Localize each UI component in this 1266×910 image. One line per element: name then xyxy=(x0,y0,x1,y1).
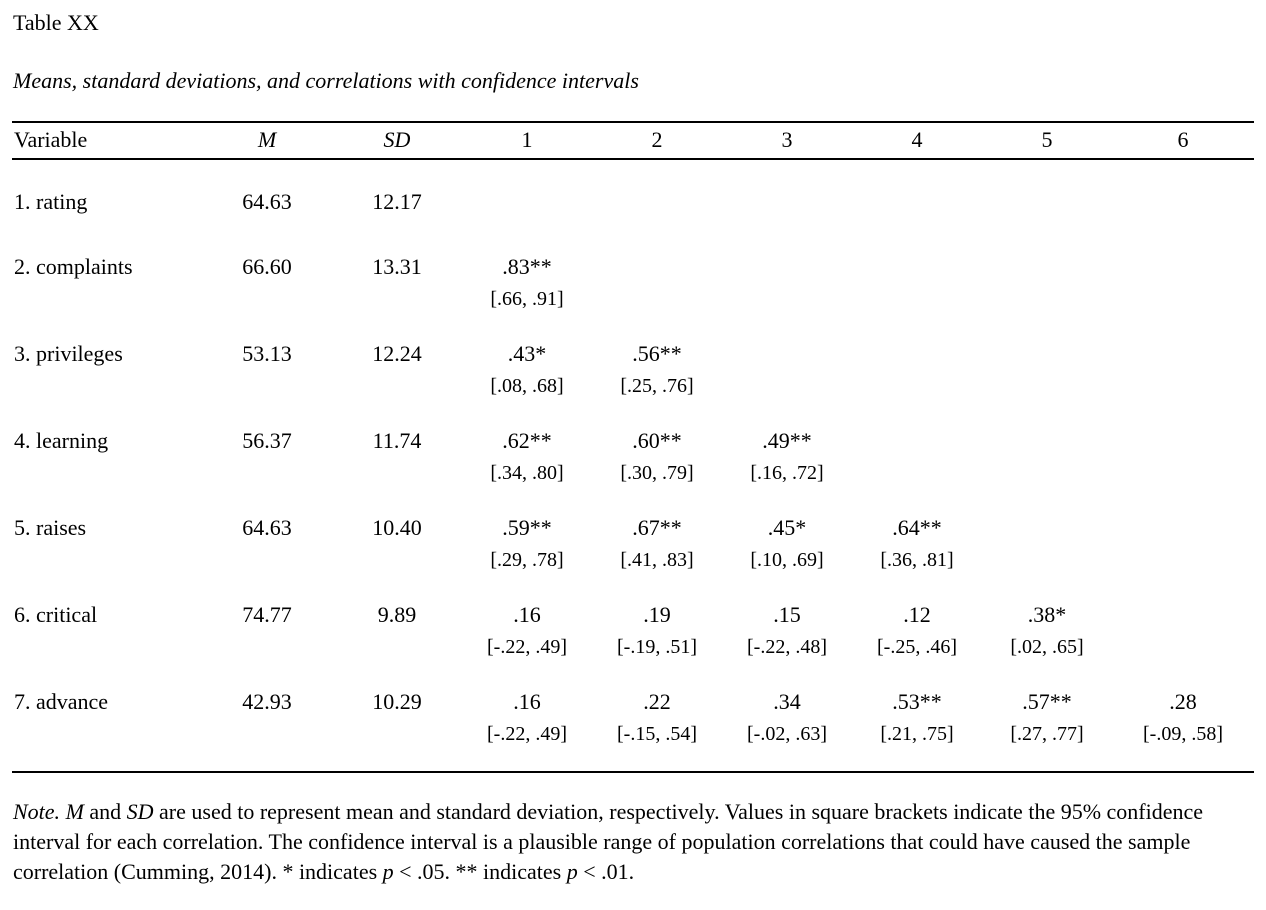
mean-value: 64.63 xyxy=(242,189,292,214)
correlation-cell xyxy=(592,312,722,399)
confidence-interval: [.02, .65] xyxy=(1010,636,1084,658)
correlation-cell-empty xyxy=(1112,573,1254,660)
table-number-label: Table XX xyxy=(13,10,99,35)
correlation-cell-empty xyxy=(852,399,982,486)
note-text: < .05. ** indicates xyxy=(393,859,567,884)
header-col-6: 6 xyxy=(1112,122,1254,159)
correlation-cell xyxy=(982,660,1112,772)
table-note xyxy=(13,797,1259,887)
confidence-interval: [-.19, .51] xyxy=(617,636,697,658)
correlation-cell-empty xyxy=(462,159,592,225)
confidence-interval: [.10, .69] xyxy=(750,549,824,571)
correlation-value: .49** xyxy=(762,428,812,453)
correlation-cell-empty xyxy=(722,225,852,312)
header-row xyxy=(12,122,1254,159)
confidence-interval: [-.22, .49] xyxy=(487,723,567,745)
mean-value: 56.37 xyxy=(242,428,292,453)
sd-value: 11.74 xyxy=(372,428,422,453)
correlation-cell xyxy=(1112,660,1254,772)
mean-value: 66.60 xyxy=(242,254,292,279)
correlation-cell-empty xyxy=(982,159,1112,225)
header-col-1: 1 xyxy=(462,122,592,159)
sd-cell xyxy=(332,312,462,399)
table-row xyxy=(12,159,1254,225)
correlation-cell-empty xyxy=(592,225,722,312)
correlation-cell xyxy=(462,573,592,660)
correlation-cell xyxy=(462,399,592,486)
correlation-cell xyxy=(592,660,722,772)
sd-cell xyxy=(332,573,462,660)
correlation-value: .22 xyxy=(643,689,671,714)
correlation-value: .16 xyxy=(513,689,541,714)
confidence-interval: [-.22, .48] xyxy=(747,636,827,658)
note-text: are used to represent mean and standard deviation, respectively. Values in square brackets indicate the 95% confidence interval for each correlation. The confidence interval is a plausible range of population correlations that could have caused the sample correlation (Cumming, 2014). * indicates xyxy=(13,799,1204,884)
sd-value: 12.17 xyxy=(372,189,422,214)
correlation-cell xyxy=(852,573,982,660)
mean-cell xyxy=(202,225,332,312)
sd-value: 10.40 xyxy=(372,515,422,540)
variable-label: 2. complaints xyxy=(14,254,133,279)
confidence-interval: [.29, .78] xyxy=(490,549,564,571)
correlation-cell xyxy=(722,399,852,486)
correlation-value: .16 xyxy=(513,602,541,627)
variable-cell xyxy=(12,486,202,573)
confidence-interval: [.16, .72] xyxy=(750,462,824,484)
confidence-interval: [.34, .80] xyxy=(490,462,564,484)
correlation-cell-empty xyxy=(982,486,1112,573)
correlation-value: .28 xyxy=(1169,689,1197,714)
confidence-interval: [-.22, .49] xyxy=(487,636,567,658)
correlation-cell-empty xyxy=(592,159,722,225)
confidence-interval: [.21, .75] xyxy=(880,723,954,745)
correlation-value: .64** xyxy=(892,515,942,540)
confidence-interval: [-.09, .58] xyxy=(1143,723,1223,745)
correlation-value: .43* xyxy=(507,341,547,366)
header-col-2: 2 xyxy=(592,122,722,159)
correlation-cell-empty xyxy=(1112,399,1254,486)
mean-value: 42.93 xyxy=(242,689,292,714)
variable-cell xyxy=(12,573,202,660)
header-variable: Variable xyxy=(12,122,202,159)
note-text: < .01. xyxy=(577,859,635,884)
correlation-cell xyxy=(462,225,592,312)
table-row xyxy=(12,399,1254,486)
variable-label: 5. raises xyxy=(14,515,87,540)
correlation-value: .45* xyxy=(767,515,807,540)
confidence-interval: [.27, .77] xyxy=(1010,723,1084,745)
correlation-value: .60** xyxy=(632,428,682,453)
header-col-3: 3 xyxy=(722,122,852,159)
variable-cell xyxy=(12,312,202,399)
correlation-cell-empty xyxy=(1112,312,1254,399)
confidence-interval: [.30, .79] xyxy=(620,462,694,484)
correlation-value: .12 xyxy=(903,602,931,627)
sd-value: 10.29 xyxy=(372,689,422,714)
correlation-cell-empty xyxy=(982,312,1112,399)
sd-cell xyxy=(332,660,462,772)
correlation-value: .57** xyxy=(1022,689,1072,714)
correlation-cell xyxy=(462,312,592,399)
mean-value: 64.63 xyxy=(242,515,292,540)
variable-label: 3. privileges xyxy=(14,341,123,366)
variable-cell xyxy=(12,225,202,312)
confidence-interval: [-.02, .63] xyxy=(747,723,827,745)
header-mean: M xyxy=(202,122,332,159)
sd-value: 12.24 xyxy=(372,341,422,366)
table-row xyxy=(12,486,1254,573)
correlation-value: .38* xyxy=(1027,602,1067,627)
note-p-symbol: p xyxy=(566,859,578,884)
correlation-value: .56** xyxy=(632,341,682,366)
confidence-interval: [.36, .81] xyxy=(880,549,954,571)
sd-cell xyxy=(332,399,462,486)
header-col-5: 5 xyxy=(982,122,1112,159)
mean-value: 74.77 xyxy=(242,602,292,627)
variable-label: 7. advance xyxy=(14,689,109,714)
correlation-cell-empty xyxy=(1112,159,1254,225)
mean-cell xyxy=(202,573,332,660)
correlation-cell xyxy=(592,486,722,573)
note-sd-symbol: SD xyxy=(126,799,154,824)
mean-cell xyxy=(202,159,332,225)
variable-cell xyxy=(12,399,202,486)
table-row xyxy=(12,660,1254,772)
mean-cell xyxy=(202,486,332,573)
correlation-value: .53** xyxy=(892,689,942,714)
confidence-interval: [.66, .91] xyxy=(490,288,564,310)
correlation-cell xyxy=(592,399,722,486)
correlation-cell-empty xyxy=(982,399,1112,486)
variable-cell xyxy=(12,159,202,225)
correlation-cell-empty xyxy=(1112,486,1254,573)
confidence-interval: [-.15, .54] xyxy=(617,723,697,745)
mean-cell xyxy=(202,312,332,399)
correlation-value: .19 xyxy=(643,602,671,627)
sd-cell xyxy=(332,159,462,225)
table-row xyxy=(12,573,1254,660)
note-m-symbol: M xyxy=(65,799,84,824)
correlation-cell-empty xyxy=(852,159,982,225)
correlation-value: .67** xyxy=(632,515,682,540)
correlations-table xyxy=(12,121,1254,773)
variable-label: 6. critical xyxy=(14,602,98,627)
header-sd: SD xyxy=(332,122,462,159)
variable-label: 1. rating xyxy=(14,189,88,214)
confidence-interval: [.08, .68] xyxy=(490,375,564,397)
correlation-value: .59** xyxy=(502,515,552,540)
sd-value: 13.31 xyxy=(372,254,422,279)
confidence-interval: [-.25, .46] xyxy=(877,636,957,658)
table-row xyxy=(12,225,1254,312)
note-label: Note. xyxy=(13,799,61,824)
correlation-cell xyxy=(852,486,982,573)
variable-label: 4. learning xyxy=(14,428,109,453)
correlation-cell xyxy=(852,660,982,772)
sd-cell xyxy=(332,225,462,312)
correlation-value: .62** xyxy=(502,428,552,453)
correlation-cell xyxy=(462,486,592,573)
correlation-cell xyxy=(462,660,592,772)
table-row xyxy=(12,312,1254,399)
confidence-interval: [.41, .83] xyxy=(620,549,694,571)
mean-cell xyxy=(202,399,332,486)
correlation-cell xyxy=(722,573,852,660)
mean-cell xyxy=(202,660,332,772)
table-caption: Means, standard deviations, and correlations with confidence intervals xyxy=(13,68,639,93)
correlation-cell xyxy=(722,486,852,573)
correlation-value: .83** xyxy=(502,254,552,279)
correlation-cell-empty xyxy=(1112,225,1254,312)
correlation-cell-empty xyxy=(982,225,1112,312)
correlation-cell-empty xyxy=(852,312,982,399)
sd-cell xyxy=(332,486,462,573)
note-text: and xyxy=(83,799,127,824)
correlation-value: .34 xyxy=(773,689,801,714)
correlation-cell-empty xyxy=(852,225,982,312)
correlation-cell xyxy=(722,660,852,772)
correlation-cell xyxy=(982,573,1112,660)
sd-value: 9.89 xyxy=(377,602,417,627)
mean-value: 53.13 xyxy=(242,341,292,366)
correlation-cell xyxy=(592,573,722,660)
correlation-value: .15 xyxy=(773,602,801,627)
header-col-4: 4 xyxy=(852,122,982,159)
correlation-cell-empty xyxy=(722,312,852,399)
variable-cell xyxy=(12,660,202,772)
correlation-cell-empty xyxy=(722,159,852,225)
note-p-symbol: p xyxy=(382,859,394,884)
confidence-interval: [.25, .76] xyxy=(620,375,694,397)
